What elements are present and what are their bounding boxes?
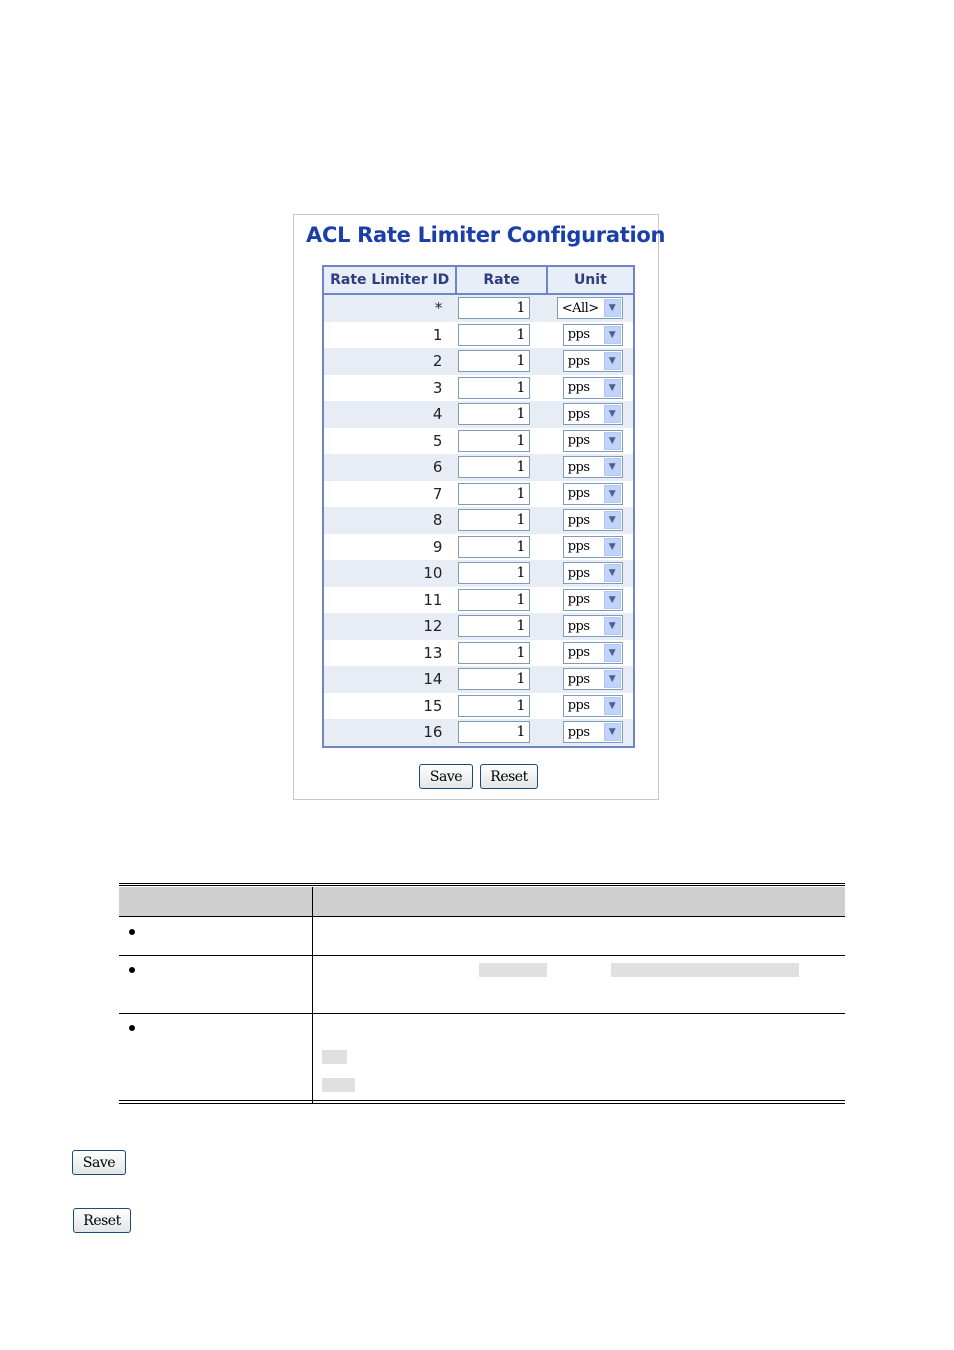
row-divider [119, 1013, 845, 1014]
unit-select[interactable] [563, 589, 623, 611]
rate-cell [456, 666, 546, 693]
rate-input[interactable]: 1 [458, 589, 530, 611]
unit-select[interactable] [563, 324, 623, 346]
unit-cell [547, 560, 634, 587]
rate-cell [456, 640, 546, 667]
unit-select-value: pps [567, 539, 590, 555]
unit-cell [547, 348, 634, 375]
chevron-down-icon[interactable]: ▼ [604, 485, 621, 503]
rate-limiter-id: 3 [323, 375, 456, 402]
unit-select-value: pps [567, 459, 590, 475]
rate-cell [456, 560, 546, 587]
unit-cell [547, 693, 634, 720]
unit-select[interactable] [563, 642, 623, 664]
rate-limiter-id: 15 [323, 693, 456, 720]
chevron-down-icon[interactable]: ▼ [604, 617, 621, 635]
table-top-rule [119, 883, 845, 886]
rate-cell [456, 693, 546, 720]
table-row [323, 560, 634, 587]
chevron-down-icon[interactable]: ▼ [604, 670, 621, 688]
bullet-icon [129, 1025, 135, 1031]
rate-limiter-id: 8 [323, 507, 456, 534]
bullet-icon [129, 929, 135, 935]
unit-select[interactable] [563, 350, 623, 372]
column-header-id: Rate Limiter ID [323, 266, 456, 294]
unit-select-value: pps [567, 433, 590, 449]
unit-cell [547, 666, 634, 693]
highlight-block [479, 963, 547, 977]
unit-select-value: pps [567, 486, 590, 502]
table-row [323, 348, 634, 375]
unit-select-value: pps [567, 327, 590, 343]
highlight-block [322, 1050, 347, 1064]
description-table [119, 883, 845, 1104]
doc-save-button[interactable]: Save [72, 1150, 126, 1175]
unit-select[interactable] [563, 668, 623, 690]
rate-input[interactable]: 1 [458, 324, 530, 346]
rate-input[interactable]: 1 [458, 430, 530, 452]
chevron-down-icon[interactable]: ▼ [604, 511, 621, 529]
unit-select-value: pps [567, 406, 590, 422]
chevron-down-icon[interactable]: ▼ [604, 405, 621, 423]
rate-input[interactable]: 1 [458, 668, 530, 690]
table-row [323, 640, 634, 667]
highlight-block [322, 1078, 355, 1092]
rate-limiter-id: 6 [323, 454, 456, 481]
unit-select-value: pps [567, 645, 590, 661]
rate-limiter-id: 2 [323, 348, 456, 375]
unit-cell [547, 719, 634, 747]
rate-limiter-id: * [323, 294, 456, 322]
column-header-unit: Unit [547, 266, 634, 294]
table-row [323, 613, 634, 640]
table-row [323, 322, 634, 349]
unit-select-value: pps [567, 512, 590, 528]
rate-input[interactable]: 1 [458, 562, 530, 584]
rate-input[interactable]: 1 [458, 350, 530, 372]
unit-cell [547, 640, 634, 667]
unit-select-value: pps [567, 724, 590, 740]
chevron-down-icon[interactable]: ▼ [604, 697, 621, 715]
unit-select[interactable] [563, 509, 623, 531]
unit-select-value: pps [567, 671, 590, 687]
rate-limiter-id: 12 [323, 613, 456, 640]
unit-select[interactable] [563, 403, 623, 425]
save-button[interactable]: Save [419, 764, 473, 789]
rate-cell [456, 428, 546, 455]
chevron-down-icon[interactable]: ▼ [604, 432, 621, 450]
rate-cell [456, 507, 546, 534]
unit-select-value: pps [567, 592, 590, 608]
unit-cell [547, 375, 634, 402]
rate-limiter-table [322, 265, 635, 748]
unit-select-value: pps [567, 353, 590, 369]
description-header [119, 887, 845, 916]
unit-select[interactable] [563, 483, 623, 505]
rate-input[interactable]: 1 [458, 721, 530, 743]
unit-select-value: pps [567, 698, 590, 714]
rate-cell [456, 322, 546, 349]
page-title: ACL Rate Limiter Configuration [306, 223, 666, 247]
rate-input[interactable]: 1 [458, 403, 530, 425]
unit-select[interactable] [563, 536, 623, 558]
chevron-down-icon[interactable]: ▼ [604, 564, 621, 582]
bullet-icon [129, 967, 135, 973]
unit-select[interactable] [563, 456, 623, 478]
unit-select[interactable] [563, 562, 623, 584]
unit-select[interactable] [563, 377, 623, 399]
unit-select-value: <All> [561, 300, 599, 316]
rate-limiter-id: 14 [323, 666, 456, 693]
rate-limiter-id: 13 [323, 640, 456, 667]
rate-limiter-id: 16 [323, 719, 456, 747]
unit-cell [547, 454, 634, 481]
rate-limiter-id: 5 [323, 428, 456, 455]
table-row [323, 294, 634, 322]
rate-cell [456, 613, 546, 640]
table-row [323, 401, 634, 428]
table-row [323, 375, 634, 402]
row-divider [119, 916, 845, 917]
rate-limiter-id: 10 [323, 560, 456, 587]
unit-select[interactable] [563, 615, 623, 637]
table-bottom-rule [119, 1100, 845, 1104]
unit-cell [547, 322, 634, 349]
rate-input[interactable]: 1 [458, 642, 530, 664]
table-row [323, 507, 634, 534]
unit-select-value: pps [567, 380, 590, 396]
unit-cell [547, 294, 634, 322]
unit-select-value: pps [567, 618, 590, 634]
table-row [323, 693, 634, 720]
unit-select[interactable] [563, 430, 623, 452]
rate-cell [456, 348, 546, 375]
rate-limiter-id: 11 [323, 587, 456, 614]
unit-cell [547, 401, 634, 428]
unit-cell [547, 428, 634, 455]
acl-rate-limiter-panel [293, 214, 666, 800]
rate-cell [456, 294, 546, 322]
table-row [323, 454, 634, 481]
chevron-down-icon[interactable]: ▼ [604, 299, 621, 317]
rate-input[interactable]: 1 [458, 456, 530, 478]
rate-cell [456, 375, 546, 402]
rate-input[interactable]: 1 [458, 509, 530, 531]
chevron-down-icon[interactable]: ▼ [604, 723, 621, 741]
rate-cell [456, 454, 546, 481]
chevron-down-icon[interactable]: ▼ [604, 326, 621, 344]
rate-limiter-id: 1 [323, 322, 456, 349]
table-row [323, 666, 634, 693]
chevron-down-icon[interactable]: ▼ [604, 352, 621, 370]
rate-input[interactable]: 1 [458, 377, 530, 399]
rate-input[interactable]: 1 [458, 615, 530, 637]
table-row [323, 534, 634, 561]
table-header-row [323, 266, 634, 294]
unit-cell [547, 481, 634, 508]
rate-limiter-id: 4 [323, 401, 456, 428]
rate-input[interactable]: 1 [458, 695, 530, 717]
rate-input[interactable]: 1 [458, 536, 530, 558]
unit-cell [547, 507, 634, 534]
column-divider [312, 887, 313, 1103]
rate-input[interactable]: 1 [458, 483, 530, 505]
unit-select[interactable] [563, 695, 623, 717]
rate-limiter-id: 7 [323, 481, 456, 508]
table-row [323, 719, 634, 747]
chevron-down-icon[interactable]: ▼ [604, 458, 621, 476]
rate-cell [456, 481, 546, 508]
doc-reset-button[interactable]: Reset [73, 1208, 131, 1233]
table-row [323, 587, 634, 614]
rate-limiter-id: 9 [323, 534, 456, 561]
rate-cell [456, 587, 546, 614]
unit-select-value: pps [567, 565, 590, 581]
chevron-down-icon[interactable]: ▼ [604, 379, 621, 397]
unit-cell [547, 613, 634, 640]
rate-cell [456, 534, 546, 561]
unit-cell [547, 587, 634, 614]
chevron-down-icon[interactable]: ▼ [604, 591, 621, 609]
rate-input[interactable]: 1 [458, 297, 530, 319]
rate-cell [456, 401, 546, 428]
chevron-down-icon[interactable]: ▼ [604, 644, 621, 662]
column-header-rate: Rate [456, 266, 546, 294]
table-row [323, 428, 634, 455]
row-divider [119, 955, 845, 956]
rate-cell [456, 719, 546, 747]
reset-button[interactable]: Reset [480, 764, 538, 789]
unit-cell [547, 534, 634, 561]
chevron-down-icon[interactable]: ▼ [604, 538, 621, 556]
highlight-block [611, 963, 799, 977]
table-row [323, 481, 634, 508]
unit-select[interactable] [563, 721, 623, 743]
unit-select[interactable] [557, 297, 623, 319]
